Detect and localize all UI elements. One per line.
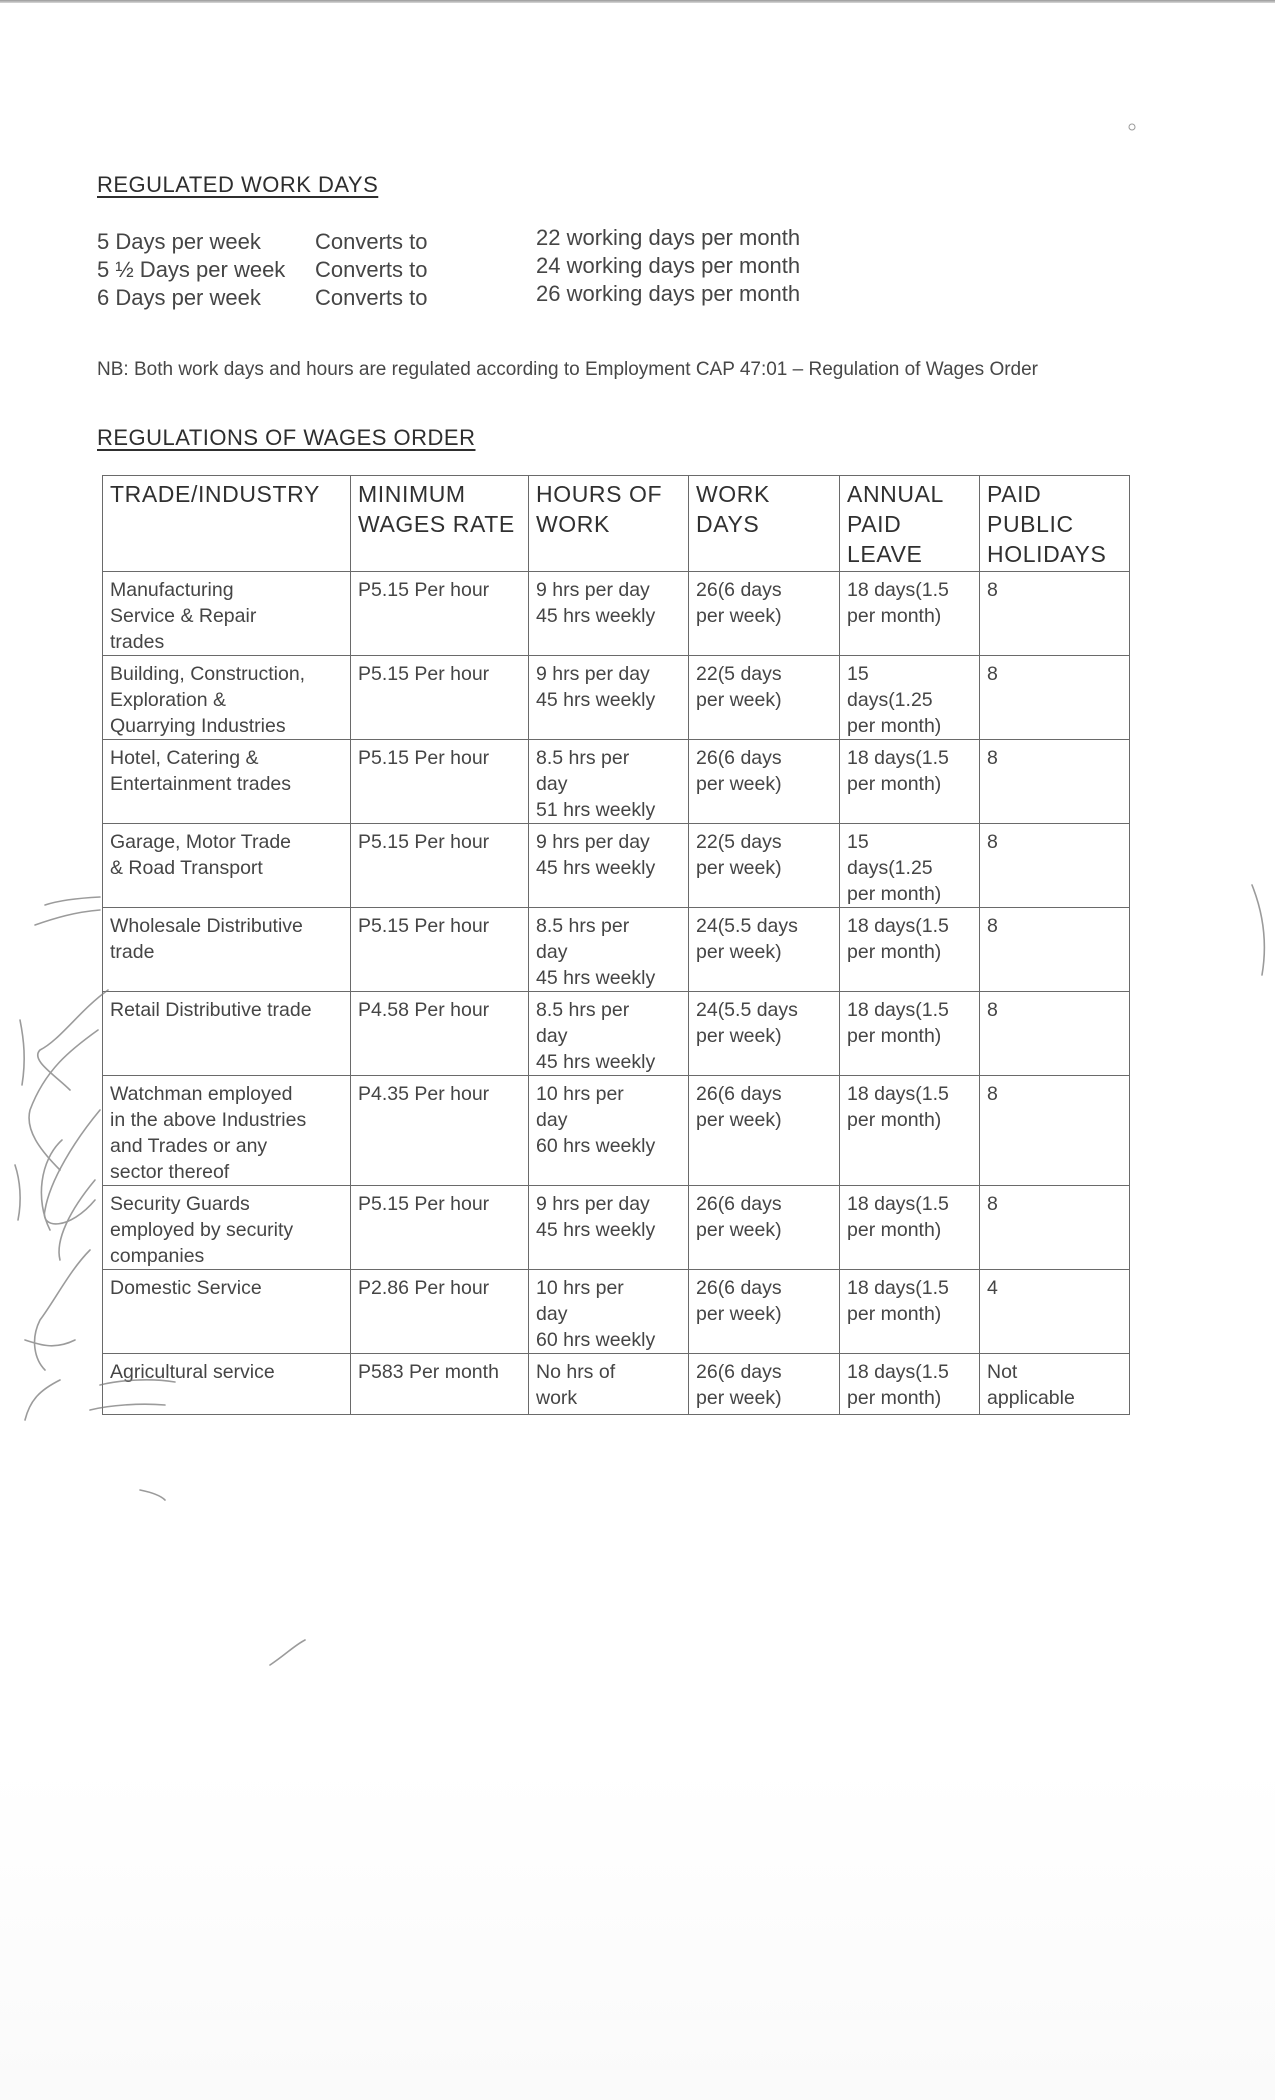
cell-wage-rate: P5.15 Per hour xyxy=(351,572,529,656)
days-per-week: 5 ½ Days per week xyxy=(97,257,286,282)
cell-wage-rate: P5.15 Per hour xyxy=(351,1186,529,1270)
wages-table xyxy=(102,475,1130,1415)
cell-annual-leave: 18 days(1.5 per month) xyxy=(840,992,980,1076)
converts-label: Converts to xyxy=(315,285,428,310)
table-row xyxy=(103,740,1130,824)
cell-wage-rate: P583 Per month xyxy=(351,1354,529,1415)
cell-trade: Domestic Service xyxy=(103,1270,351,1354)
cell-annual-leave: 18 days(1.5 per month) xyxy=(840,740,980,824)
days-per-week: 6 Days per week xyxy=(97,285,261,310)
table-row xyxy=(103,1076,1130,1186)
cell-trade: Hotel, Catering & Entertainment trades xyxy=(103,740,351,824)
table-row xyxy=(103,908,1130,992)
cell-wage-rate: P4.58 Per hour xyxy=(351,992,529,1076)
header-paid-public-holidays: PAID PUBLIC HOLIDAYS xyxy=(980,476,1130,572)
working-days-result: 26 working days per month xyxy=(536,281,801,306)
cell-trade: Building, Construction, Exploration & Quarrying Industries xyxy=(103,656,351,740)
cell-public-holidays: 8 xyxy=(980,1076,1130,1186)
cell-trade: Agricultural service xyxy=(103,1354,351,1415)
cell-trade: Garage, Motor Trade & Road Transport xyxy=(103,824,351,908)
table-row xyxy=(103,572,1130,656)
cell-wage-rate: P2.86 Per hour xyxy=(351,1270,529,1354)
cell-wage-rate: P5.15 Per hour xyxy=(351,656,529,740)
regulation-note: NB: Both work days and hours are regulated according to Employment CAP 47:01 – Regulation of Wages Order xyxy=(97,359,1039,380)
cell-work-days: 26(6 days per week) xyxy=(689,572,840,656)
cell-work-days: 26(6 days per week) xyxy=(689,740,840,824)
header-work-days: WORK DAYS xyxy=(689,476,840,572)
cell-work-days: 24(5.5 days per week) xyxy=(689,992,840,1076)
cell-public-holidays: 8 xyxy=(980,824,1130,908)
table-row xyxy=(103,992,1130,1076)
scan-edge xyxy=(0,0,1275,3)
header-annual-paid-leave: ANNUAL PAID LEAVE xyxy=(840,476,980,572)
cell-hours: 9 hrs per day 45 hrs weekly xyxy=(529,656,689,740)
cell-public-holidays: 4 xyxy=(980,1270,1130,1354)
cell-annual-leave: 18 days(1.5 per month) xyxy=(840,1354,980,1415)
cell-public-holidays: 8 xyxy=(980,1186,1130,1270)
converts-label: Converts to xyxy=(315,257,428,282)
cell-annual-leave: 18 days(1.5 per month) xyxy=(840,1076,980,1186)
cell-public-holidays: Not applicable xyxy=(980,1354,1130,1415)
table-row xyxy=(103,1270,1130,1354)
working-days-result: 24 working days per month xyxy=(536,253,801,278)
cell-wage-rate: P5.15 Per hour xyxy=(351,740,529,824)
cell-wage-rate: P5.15 Per hour xyxy=(351,908,529,992)
wages-order-heading: REGULATIONS OF WAGES ORDER xyxy=(97,425,476,450)
cell-work-days: 26(6 days per week) xyxy=(689,1354,840,1415)
table-row xyxy=(103,656,1130,740)
cell-hours: 8.5 hrs per day 45 hrs weekly xyxy=(529,908,689,992)
work-days-heading: REGULATED WORK DAYS xyxy=(97,172,379,197)
cell-hours: 8.5 hrs per day 45 hrs weekly xyxy=(529,992,689,1076)
cell-annual-leave: 18 days(1.5 per month) xyxy=(840,1270,980,1354)
cell-annual-leave: 18 days(1.5 per month) xyxy=(840,572,980,656)
cell-annual-leave: 15 days(1.25 per month) xyxy=(840,656,980,740)
cell-work-days: 26(6 days per week) xyxy=(689,1270,840,1354)
cell-public-holidays: 8 xyxy=(980,572,1130,656)
cell-hours: 9 hrs per day 45 hrs weekly xyxy=(529,1186,689,1270)
cell-trade: Manufacturing Service & Repair trades xyxy=(103,572,351,656)
cell-public-holidays: 8 xyxy=(980,908,1130,992)
converts-label: Converts to xyxy=(315,229,428,254)
table-row xyxy=(103,1186,1130,1270)
table-row xyxy=(103,824,1130,908)
scan-shade xyxy=(0,1765,1275,2100)
cell-annual-leave: 18 days(1.5 per month) xyxy=(840,1186,980,1270)
cell-trade: Wholesale Distributive trade xyxy=(103,908,351,992)
cell-trade: Watchman employed in the above Industries and Trades or any sector thereof xyxy=(103,1076,351,1186)
header-minimum-wages-rate: MINIMUM WAGES RATE xyxy=(351,476,529,572)
header-trade-industry: TRADE/INDUSTRY xyxy=(103,476,351,572)
cell-hours: 9 hrs per day 45 hrs weekly xyxy=(529,572,689,656)
cell-annual-leave: 18 days(1.5 per month) xyxy=(840,908,980,992)
cell-wage-rate: P4.35 Per hour xyxy=(351,1076,529,1186)
cell-hours: 10 hrs per day 60 hrs weekly xyxy=(529,1270,689,1354)
cell-work-days: 22(5 days per week) xyxy=(689,824,840,908)
cell-hours: No hrs of work xyxy=(529,1354,689,1415)
cell-wage-rate: P5.15 Per hour xyxy=(351,824,529,908)
cell-trade: Retail Distributive trade xyxy=(103,992,351,1076)
cell-work-days: 24(5.5 days per week) xyxy=(689,908,840,992)
cell-public-holidays: 8 xyxy=(980,740,1130,824)
cell-annual-leave: 15 days(1.25 per month) xyxy=(840,824,980,908)
header-hours-of-work: HOURS OF WORK xyxy=(529,476,689,572)
cell-public-holidays: 8 xyxy=(980,656,1130,740)
cell-trade: Security Guards employed by security companies xyxy=(103,1186,351,1270)
table-header-row xyxy=(103,476,1130,572)
table-row xyxy=(103,1354,1130,1415)
cell-work-days: 22(5 days per week) xyxy=(689,656,840,740)
cell-work-days: 26(6 days per week) xyxy=(689,1076,840,1186)
cell-work-days: 26(6 days per week) xyxy=(689,1186,840,1270)
cell-hours: 9 hrs per day 45 hrs weekly xyxy=(529,824,689,908)
cell-public-holidays: 8 xyxy=(980,992,1130,1076)
cell-hours: 10 hrs per day 60 hrs weekly xyxy=(529,1076,689,1186)
working-days-result: 22 working days per month xyxy=(536,225,801,250)
days-per-week: 5 Days per week xyxy=(97,229,261,254)
cell-hours: 8.5 hrs per day 51 hrs weekly xyxy=(529,740,689,824)
